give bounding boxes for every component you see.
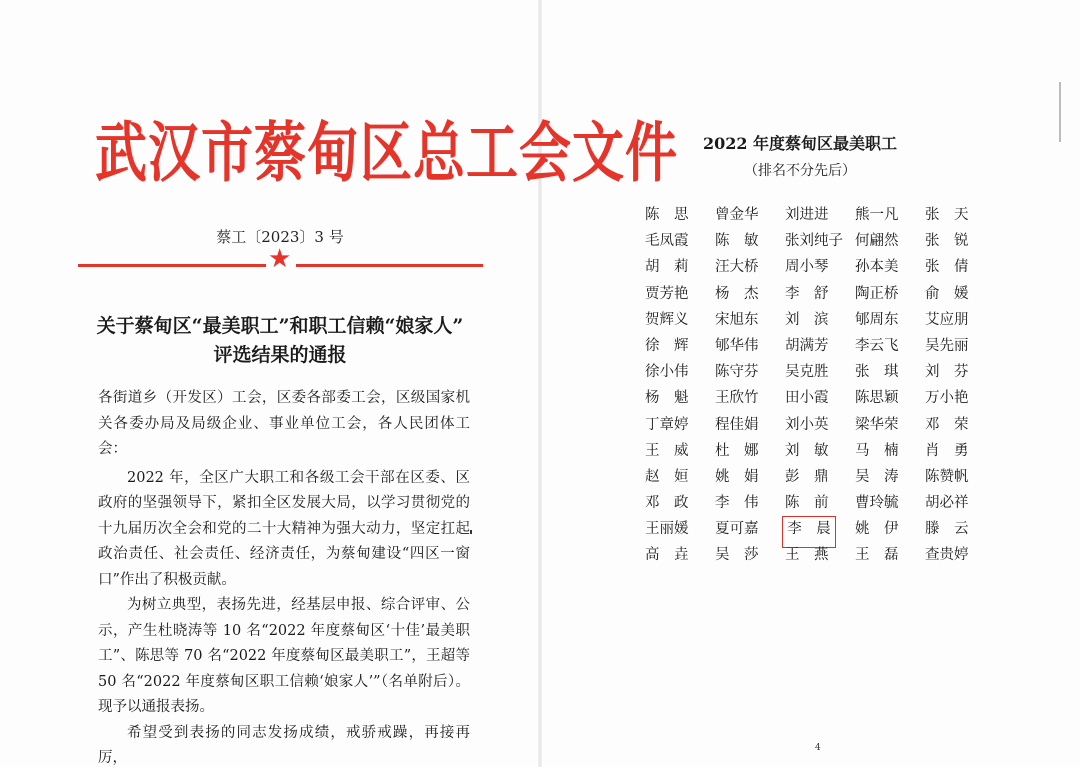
name-item: 陈守芬 [715, 364, 759, 381]
name-list [645, 205, 995, 572]
name-item: 肖 勇 [925, 442, 969, 459]
name-item: 丁章婷 [645, 416, 689, 433]
name-item: 陈 前 [785, 495, 829, 512]
red-divider [78, 244, 483, 274]
scan-edge-mark [1059, 82, 1061, 142]
name-item: 刘 滨 [785, 311, 829, 328]
name-item: 胡 莉 [645, 259, 689, 276]
name-item: 马 楠 [855, 442, 899, 459]
name-item: 李 伟 [715, 495, 759, 512]
title-line-1: 关于蔡甸区“最美职工”和职工信赖“娘家人” [96, 315, 464, 337]
name-item: 郇周东 [855, 311, 899, 328]
name-item: 胡满芳 [785, 337, 829, 354]
name-item: 刘 敏 [785, 442, 829, 459]
star-icon: ★ [268, 244, 292, 274]
name-item: 王丽媛 [645, 521, 689, 538]
divider-line-right [296, 264, 483, 267]
name-item: 周小琴 [785, 259, 829, 276]
name-item: 吴 莎 [715, 547, 759, 564]
name-item: 杜 娜 [715, 442, 759, 459]
name-item: 何翩然 [855, 233, 899, 250]
name-item: 张 天 [925, 207, 969, 223]
name-item: 胡必祥 [925, 495, 969, 512]
name-item: 张 锐 [925, 233, 969, 250]
list-subtitle: （排名不分先后） [744, 163, 856, 179]
name-item: 贺辉义 [645, 311, 689, 328]
name-item: 吴 涛 [855, 468, 899, 485]
name-item: 曹玲毓 [855, 495, 899, 512]
name-item: 王 磊 [855, 547, 899, 564]
name-item: 艾应朋 [925, 311, 969, 328]
name-item: 王 威 [645, 442, 689, 459]
name-item: 刘 芬 [925, 364, 969, 381]
title-line-2: 评选结果的通报 [213, 344, 347, 366]
document-header: 武汉市蔡甸区总工会文件 [95, 115, 679, 192]
document-title [0, 312, 560, 370]
scan-mark [470, 530, 472, 534]
list-title: 2022 年度蔡甸区最美职工 [702, 134, 898, 153]
name-item: 邓 政 [645, 495, 689, 512]
name-item: 李 舒 [785, 285, 829, 302]
name-item: 李云飞 [855, 337, 899, 354]
name-item: 张 琪 [855, 364, 899, 381]
name-item: 杨 魁 [645, 390, 689, 407]
name-item: 程佳娟 [715, 416, 759, 433]
name-item: 俞 媛 [925, 285, 969, 302]
name-item: 吴先丽 [925, 337, 969, 354]
name-item: 高 垚 [645, 547, 689, 564]
document-body [98, 386, 470, 772]
name-item: 陈思颖 [855, 390, 899, 407]
name-item: 陶正桥 [855, 285, 899, 302]
name-item: 徐 辉 [645, 337, 689, 354]
name-item: 田小霞 [785, 390, 829, 407]
name-item: 陈 思 [645, 207, 689, 223]
name-item: 邓 荣 [925, 416, 969, 433]
name-item: 孙本美 [855, 259, 899, 276]
name-item: 毛凤霞 [645, 233, 689, 250]
name-item: 张 倩 [925, 259, 969, 276]
paragraph-3: 希望受到表扬的同志发扬成绩，戒骄戒躁，再接再厉， [98, 724, 470, 766]
name-item: 汪大桥 [715, 259, 759, 276]
name-item: 王欣竹 [715, 390, 759, 407]
name-item: 赵 姮 [645, 468, 689, 485]
name-item: 王 燕 [785, 547, 829, 564]
name-item: 夏可嘉 [715, 521, 759, 538]
name-item: 刘进进 [785, 207, 829, 223]
name-item: 姚 娟 [715, 468, 759, 485]
name-item: 万小艳 [925, 390, 969, 407]
name-item-highlighted: 李 晨 [785, 519, 833, 545]
name-item: 宋旭东 [715, 311, 759, 328]
name-item: 查贵婷 [925, 547, 969, 564]
name-item: 郇华伟 [715, 337, 759, 354]
name-item: 徐小伟 [645, 364, 689, 381]
divider-line-left [78, 264, 266, 267]
name-item: 贾芳艳 [645, 285, 689, 302]
name-item: 梁华荣 [855, 416, 899, 433]
paragraph-2: 为树立典型，表扬先进，经基层申报、综合评审、公示，产生杜晓涛等 10 名“2022 年度蔡甸区‘十佳’最美职工”、陈思等 70 名“2022 年度蔡甸区最美职工”，王超等 50 名“2022 年度蔡甸区职工信赖‘娘家人’”（名单附后）。现予以通报表扬。 [98, 597, 470, 715]
name-item: 吴克胜 [785, 364, 829, 381]
name-item: 姚 伊 [855, 521, 899, 538]
name-item: 杨 杰 [715, 285, 759, 302]
name-item: 彭 鼎 [785, 468, 829, 485]
page-number: 4 [815, 743, 821, 753]
paragraph-1: 2022 年，全区广大职工和各级工会干部在区委、区政府的坚强领导下，紧扣全区发展大局，以学习贯彻党的十九届历次全会和党的二十大精神为强大动力，坚定扛起政治责任、社会责任、经济责任，为蔡甸建设“四区一窗口”作出了积极贡献。 [98, 469, 470, 588]
name-item: 曾金华 [715, 207, 759, 223]
document-number: 蔡工〔2023〕3 号 [216, 228, 344, 246]
name-item: 熊一凡 [855, 207, 899, 223]
name-item: 陈 敏 [715, 233, 759, 250]
name-item: 张刘纯子 [785, 233, 843, 250]
name-item: 滕 云 [925, 521, 969, 538]
salutation: 各街道乡（开发区）工会，区委各部委工会，区级国家机关各委办局及局级企业、事业单位工会，各人民团体工会： [98, 390, 470, 457]
name-item: 刘小英 [785, 416, 829, 433]
name-item: 陈赞帆 [925, 468, 969, 485]
